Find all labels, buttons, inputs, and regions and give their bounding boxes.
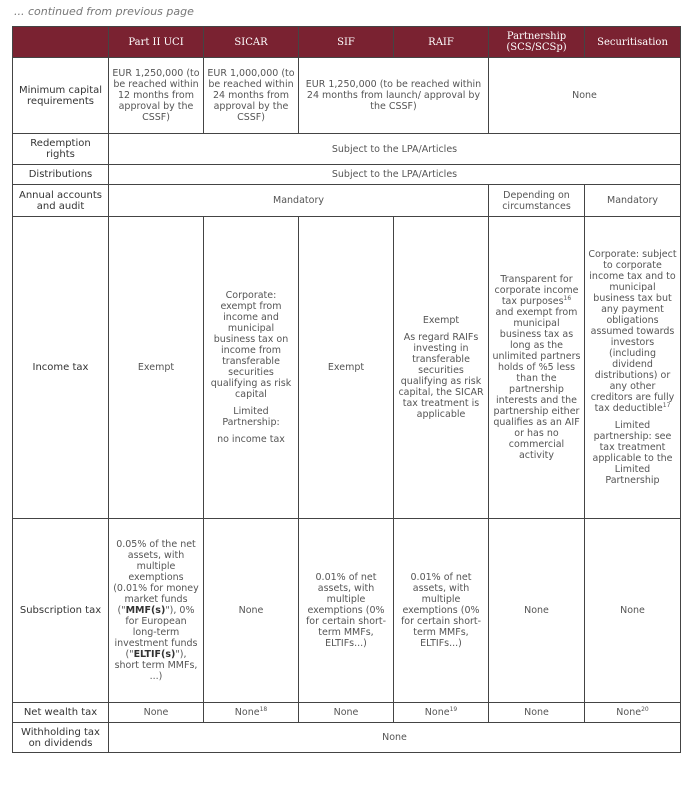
row-distributions <box>13 165 681 185</box>
cell <box>585 217 681 519</box>
fund-comparison-table <box>12 26 681 753</box>
row-label: Redemption rights <box>13 134 109 165</box>
cell <box>394 217 489 519</box>
cell <box>204 217 299 519</box>
cell: EUR 1,250,000 (to be reached within 12 months from approval by the CSSF) <box>109 58 204 134</box>
header-securitisation: Securitisation <box>585 27 681 58</box>
cell: Subject to the LPA/Articles <box>109 134 681 165</box>
header-part2-uci: Part II UCI <box>109 27 204 58</box>
cell-text: and exempt from municipal business tax as long as the unlimited partners holds of %5 less than the partnership interests and the partnership either qualifies as an AIF or has no commercial activity <box>492 307 581 461</box>
cell: None <box>585 519 681 703</box>
cell <box>109 519 204 703</box>
cell-text: Limited Partnership: <box>222 406 280 428</box>
cell-text: Corporate: exempt from income and municipal business tax on income from transferable securities qualifying as risk capital <box>210 290 292 400</box>
header-partnership: Partnership (SCS/SCSp) <box>489 27 585 58</box>
cell-text: "), short term MMFs, ...) <box>114 649 198 682</box>
cell: None <box>204 519 299 703</box>
cell: None <box>109 723 681 753</box>
cell: None <box>299 703 394 723</box>
cell: Exempt <box>299 217 394 519</box>
cell-text: Exempt <box>422 315 460 326</box>
cell-text: Transparent for corporate income tax purposes <box>494 274 579 307</box>
cell-text: 0.05% of the net assets, with multiple exemptions (0.01% for money market funds (" <box>113 539 199 616</box>
cell: None <box>109 703 204 723</box>
cell-text: None <box>424 707 450 718</box>
cell-text: None <box>234 707 260 718</box>
footnote-ref: 20 <box>641 705 649 713</box>
cell: None <box>489 519 585 703</box>
row-label: Income tax <box>13 217 109 519</box>
row-income-tax <box>13 217 681 519</box>
cell-bold: ELTIF(s) <box>133 649 176 660</box>
cell-text: Corporate: subject to corporate income tax and to municipal business tax but any payment obligations assumed towards investors (including dividend distributions) or any other creditors are fully tax deductible <box>588 249 677 414</box>
row-label: Subscription tax <box>13 519 109 703</box>
row-annual-accounts <box>13 185 681 217</box>
cell: 0.01% of net assets, with multiple exemptions (0% for certain short-term MMFs, ELTIFs...) <box>394 519 489 703</box>
row-withholding <box>13 723 681 753</box>
row-label: Withholding tax on dividends <box>13 723 109 753</box>
cell: Subject to the LPA/Articles <box>109 165 681 185</box>
cell: Depending on circumstances <box>489 185 585 217</box>
row-label: Net wealth tax <box>13 703 109 723</box>
cell-text: "), 0% for European long-term investment funds (" <box>114 605 198 660</box>
row-label: Minimum capital requirements <box>13 58 109 134</box>
footnote-ref: 17 <box>662 401 671 409</box>
cell: EUR 1,250,000 (to be reached within 24 months from launch/ approval by the CSSF) <box>299 58 489 134</box>
continued-note: ... continued from previous page <box>14 5 194 18</box>
row-min-capital <box>13 58 681 134</box>
row-net-wealth <box>13 703 681 723</box>
cell <box>489 217 585 519</box>
cell <box>204 703 299 723</box>
row-label: Distributions <box>13 165 109 185</box>
cell: Exempt <box>109 217 204 519</box>
row-label: Annual accounts and audit <box>13 185 109 217</box>
cell: 0.01% of net assets, with multiple exemptions (0% for certain short-term MMFs, ELTIFs...) <box>299 519 394 703</box>
cell: EUR 1,000,000 (to be reached within 24 months from approval by the CSSF) <box>204 58 299 134</box>
cell-bold: MMF(s) <box>125 605 166 616</box>
footnote-ref: 18 <box>259 705 268 713</box>
cell-text: no income tax <box>217 434 285 445</box>
cell: None <box>489 703 585 723</box>
cell <box>394 703 489 723</box>
footnote-ref: 19 <box>449 705 458 713</box>
cell-text: Limited partnership: see tax treatment applicable to the Limited Partnership <box>592 420 673 486</box>
cell: None <box>489 58 681 134</box>
cell-text: None <box>616 707 642 718</box>
cell <box>585 703 681 723</box>
footnote-ref: 16 <box>563 294 572 302</box>
header-row <box>13 27 681 58</box>
header-sif: SIF <box>299 27 394 58</box>
header-corner <box>13 27 109 58</box>
row-subscription-tax <box>13 519 681 703</box>
cell-text: As regard RAIFs investing in transferable securities qualifying as risk capital, the SICAR tax treatment is applicable <box>398 332 484 420</box>
header-sicar: SICAR <box>204 27 299 58</box>
cell: Mandatory <box>109 185 489 217</box>
header-raif: RAIF <box>394 27 489 58</box>
row-redemption <box>13 134 681 165</box>
cell: Mandatory <box>585 185 681 217</box>
